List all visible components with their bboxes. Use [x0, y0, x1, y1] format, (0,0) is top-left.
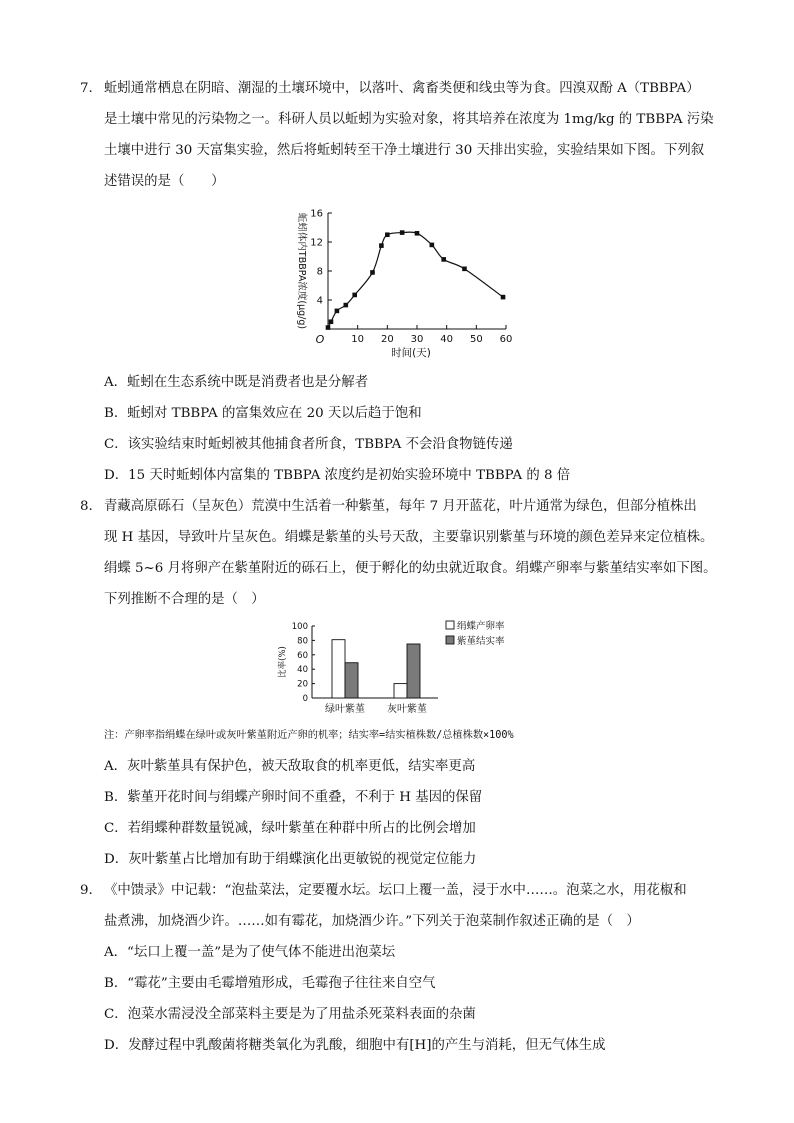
question-stem-line: 蚯蚓通常栖息在阴暗、潮湿的土壤环境中，以落叶、禽畜类便和线虫等为食。四溴双酚 A（TBBPA）: [104, 81, 700, 96]
x-tick-label: 20: [380, 334, 394, 345]
question-number: 7.: [80, 81, 93, 96]
x-axis-title: 时间(天): [391, 347, 431, 359]
bar-chart: [276, 616, 526, 720]
x-tick-label: 10: [351, 334, 365, 345]
data-point: [400, 230, 405, 235]
question-stem-line: 《中馈录》中记载：“泡盐菜法，定要覆水坛。坛口上覆一盖，浸于水中……。泡菜之水，用花椒和: [104, 883, 687, 898]
data-point: [415, 231, 420, 236]
question-stem-line: 青藏高原砾石（呈灰色）荒漠中生活着一种紫堇，每年 7 月开蓝花，叶片通常为绿色，但部分植株出: [104, 499, 697, 514]
data-point: [430, 243, 435, 248]
bar: [407, 644, 420, 698]
data-point: [370, 270, 375, 275]
option-c: C．泡菜水需浸没全部菜料主要是为了用盐杀死菜料表面的杂菌: [104, 1007, 476, 1022]
bar: [332, 640, 345, 698]
y-axis-title: 蚯蚓体内TBBPA浓度(μg/g): [296, 212, 307, 330]
question-stem-line: 是土壤中常见的污染物之一。科研人员以蚯蚓为实验对象，将其培养在浓度为 1mg/kg 的 TBBPA 污染: [104, 112, 714, 127]
y-axis-title: 比率(%): [278, 646, 288, 678]
legend-label: 紫堇结实率: [457, 636, 505, 647]
y-tick-label: 100: [291, 622, 308, 632]
y-tick-label: 16: [310, 208, 323, 220]
option-d: D．灰叶紫堇占比增加有助于绢蝶演化出更敏锐的视觉定位能力: [104, 852, 477, 867]
line-chart: [280, 200, 530, 360]
y-tick-label: 0: [302, 694, 308, 704]
question-stem-line: 绢蝶 5~6 月将卵产在紫堇附近的砾石上，便于孵化的幼虫就近取食。绢蝶产卵率与紫堇结实率如下图。: [104, 561, 717, 576]
option-d: D．15 天时蚯蚓体内富集的 TBBPA 浓度约是初始实验环境中 TBBPA 的 8 倍: [104, 468, 571, 483]
data-point: [501, 295, 506, 300]
data-point: [352, 293, 357, 298]
question-number: 8.: [80, 499, 93, 514]
data-point: [329, 319, 334, 324]
origin-label: O: [315, 333, 325, 346]
x-tick-label: 30: [410, 334, 424, 345]
bar: [345, 663, 358, 698]
question-stem-line: 盐煮沸，加烧酒少许。……如有霉花，加烧酒少许。”下列关于泡菜制作叙述正确的是（ ）: [104, 914, 640, 929]
option-b: B．紫堇开花时间与绢蝶产卵时间不重叠，不利于 H 基因的保留: [104, 790, 483, 805]
legend-swatch: [446, 636, 454, 644]
option-a: A．“坛口上覆一盖”是为了使气体不能进出泡菜坛: [104, 945, 396, 960]
bar: [394, 684, 407, 698]
option-c: C．该实验结束时蚯蚓被其他捕食者所食，TBBPA 不会沿食物链传递: [104, 437, 513, 452]
data-point: [335, 309, 340, 314]
option-a: A．蚯蚓在生态系统中既是消费者也是分解者: [104, 375, 369, 390]
data-point: [379, 243, 384, 248]
x-tick-label: 50: [469, 334, 483, 345]
data-point: [441, 257, 446, 262]
question-stem-line: 述错误的是（ ）: [104, 174, 225, 189]
question-stem-line: 现 H 基因，导致叶片呈灰色。绢蝶是紫堇的头号天敌，主要靠识别紫堇与环境的颜色差异来定位植株。: [104, 530, 714, 545]
category-label: 绿叶紫堇: [325, 704, 365, 715]
option-d: D．发酵过程中乳酸菌将糖类氧化为乳酸，细胞中有[H]的产生与消耗，但无气体生成: [104, 1038, 606, 1053]
y-tick-label: 20: [297, 679, 308, 690]
legend-swatch: [446, 621, 454, 629]
series-line: [328, 232, 503, 327]
question-stem-line: 下列推断不合理的是（ ）: [104, 592, 265, 607]
question-number: 9.: [80, 883, 93, 898]
option-b: B．“霉花”主要由毛霉增殖形成，毛霉孢子往往来自空气: [104, 976, 436, 991]
y-tick-label: 80: [297, 636, 308, 647]
x-tick-label: 60: [499, 334, 513, 345]
legend-label: 绢蝶产卵率: [457, 621, 505, 632]
y-tick-label: 12: [310, 237, 323, 249]
data-point: [326, 325, 331, 330]
data-point: [462, 267, 467, 272]
data-point: [344, 303, 349, 308]
option-a: A．灰叶紫堇具有保护色，被天敌取食的机率更低，结实率更高: [104, 759, 476, 774]
y-tick-label: 4: [316, 295, 323, 307]
y-tick-label: 60: [297, 650, 308, 661]
x-tick-label: 40: [440, 334, 454, 345]
option-b: B．蚯蚓对 TBBPA 的富集效应在 20 天以后趋于饱和: [104, 406, 422, 421]
chart-note: 注：产卵率指绢蝶在绿叶或灰叶紫堇附近产卵的机率；结实率=结实植株数/总植株数×100%: [104, 730, 514, 741]
y-tick-label: 40: [297, 665, 308, 676]
data-point: [385, 232, 390, 237]
question-stem-line: 土壤中进行 30 天富集实验，然后将蚯蚓转至干净土壤进行 30 天排出实验，实验结果如下图。下列叙: [104, 143, 705, 158]
option-c: C．若绢蝶种群数量锐减，绿叶紫堇在种群中所占的比例会增加: [104, 821, 476, 836]
y-tick-label: 8: [316, 266, 323, 278]
category-label: 灰叶紫堇: [387, 704, 427, 715]
